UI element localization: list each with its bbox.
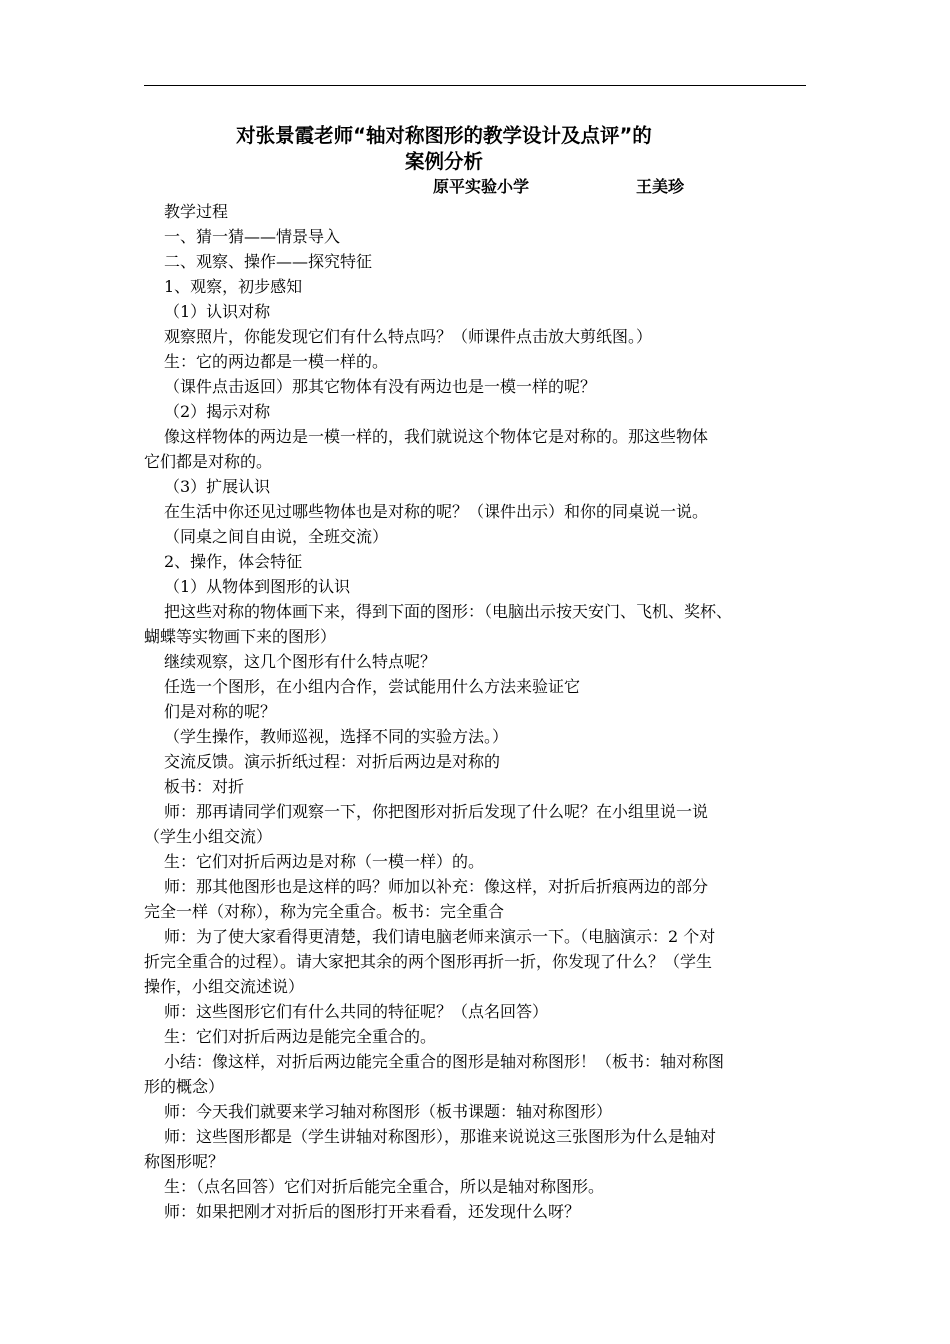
paragraph-text: 师：如果把刚才对折后的图形打开来看看，还发现什么呀？ xyxy=(164,1202,581,1221)
paragraph-text: 小结：像这样，对折后两边能完全重合的图形是轴对称图形！（板书：轴对称图 xyxy=(164,1052,725,1071)
paragraph-text: 像这样物体的两边是一模一样的，我们就说这个物体它是对称的。那这些物体 xyxy=(164,427,709,446)
school-name: 原平实验小学 xyxy=(433,177,530,196)
paragraph-text: 把这些对称的物体画下来，得到下面的图形：（电脑出示按天安门、飞机、奖杯、 xyxy=(164,602,733,621)
paragraph xyxy=(144,1174,808,1199)
paragraph xyxy=(144,724,808,749)
paragraph-text: 操作，小组交流述说） xyxy=(144,977,305,996)
paragraph xyxy=(144,524,808,549)
paragraph-text: 任选一个图形，在小组内合作，尝试能用什么方法来验证它 xyxy=(164,677,581,696)
paragraph xyxy=(144,674,808,699)
header-rule xyxy=(144,85,806,86)
paragraph xyxy=(144,549,808,574)
paragraph xyxy=(144,574,808,599)
paragraph xyxy=(144,1099,808,1124)
paragraph-text: 师：这些图形都是（学生讲轴对称图形），那谁来说说这三张图形为什么是轴对 xyxy=(164,1127,717,1146)
paragraph-text: 们是对称的呢？ xyxy=(164,702,277,721)
paragraph-text: （3）扩展认识 xyxy=(164,477,271,496)
paragraph-text: 它们都是对称的。 xyxy=(144,452,273,471)
document-title-line-1: 对张景霞老师“轴对称图形的教学设计及点评”的 xyxy=(236,124,652,147)
paragraph-text: 折完全重合的过程）。请大家把其余的两个图形再折一折，你发现了什么？（学生 xyxy=(144,952,713,971)
paragraph xyxy=(144,924,808,999)
paragraph-text: （同桌之间自由说，全班交流） xyxy=(164,527,389,546)
paragraph-text: 师：这些图形它们有什么共同的特征呢？（点名回答） xyxy=(164,1002,549,1021)
paragraph xyxy=(144,649,808,674)
paragraph-text: 生：它的两边都是一模一样的。 xyxy=(164,352,389,371)
paragraph-text: 形的概念） xyxy=(144,1077,225,1096)
paragraph-text: 师：那再请同学们观察一下，你把图形对折后发现了什么呢？在小组里说一说 xyxy=(164,802,709,821)
paragraph-text: 称图形呢？ xyxy=(144,1152,225,1171)
paragraph xyxy=(144,324,808,349)
paragraph xyxy=(144,999,808,1024)
paragraph xyxy=(144,349,808,374)
paragraph xyxy=(144,249,808,274)
paragraph xyxy=(144,599,808,649)
paragraph xyxy=(144,374,808,399)
paragraph xyxy=(144,224,808,249)
paragraph xyxy=(144,274,808,299)
paragraph xyxy=(144,1049,808,1099)
paragraph-text: 师：今天我们就要来学习轴对称图形（板书课题：轴对称图形） xyxy=(164,1102,613,1121)
paragraph-text: 2、操作，体会特征 xyxy=(164,552,303,571)
paragraph-text: 生：它们对折后两边是能完全重合的。 xyxy=(164,1027,437,1046)
document-title-line-2: 案例分析 xyxy=(404,150,483,173)
paragraph xyxy=(144,424,808,474)
paragraph-text: 板书：对折 xyxy=(164,777,245,796)
paragraph-text: 完全一样（对称），称为完全重合。板书：完全重合 xyxy=(144,902,505,921)
paragraph xyxy=(144,1024,808,1049)
paragraph-text: 一、猜一猜——情景导入 xyxy=(164,227,341,246)
paragraph xyxy=(144,874,808,924)
paragraph-text: 在生活中你还见过哪些物体也是对称的呢？（课件出示）和你的同桌说一说。 xyxy=(164,502,709,521)
paragraph xyxy=(144,499,808,524)
paragraph xyxy=(144,849,808,874)
paragraph-text: 二、观察、操作——探究特征 xyxy=(164,252,373,271)
paragraph xyxy=(144,774,808,799)
paragraph-text: （课件点击返回）那其它物体有没有两边也是一模一样的呢？ xyxy=(164,377,597,396)
paragraph xyxy=(144,399,808,424)
paragraph-text: （1）认识对称 xyxy=(164,302,271,321)
paragraph xyxy=(144,199,808,224)
paragraph-text: 教学过程 xyxy=(164,202,229,221)
author-name: 王美珍 xyxy=(636,177,685,196)
paragraph-text: 继续观察，这几个图形有什么特点呢？ xyxy=(164,652,437,671)
paragraph-text: （1）从物体到图形的认识 xyxy=(164,577,351,596)
paragraph-text: 生：（点名回答）它们对折后能完全重合，所以是轴对称图形。 xyxy=(164,1177,605,1196)
paragraph xyxy=(144,699,808,724)
paragraph-text: 生：它们对折后两边是对称（一模一样）的。 xyxy=(164,852,485,871)
paragraph-text: 1、观察，初步感知 xyxy=(164,277,303,296)
paragraph-text: 交流反馈。演示折纸过程：对折后两边是对称的 xyxy=(164,752,501,771)
document-body xyxy=(144,199,808,1224)
paragraph xyxy=(144,1199,808,1224)
paragraph-text: （2）揭示对称 xyxy=(164,402,271,421)
paragraph-text: （学生操作，教师巡视，选择不同的实验方法。） xyxy=(164,727,509,746)
paragraph xyxy=(144,299,808,324)
paragraph xyxy=(144,474,808,499)
paragraph-text: （学生小组交流） xyxy=(144,827,273,846)
paragraph xyxy=(144,799,808,849)
paragraph-text: 蝴蝶等实物画下来的图形） xyxy=(144,627,337,646)
paragraph xyxy=(144,749,808,774)
paragraph-text: 观察照片，你能发现它们有什么特点吗？（师课件点击放大剪纸图。） xyxy=(164,327,653,346)
paragraph xyxy=(144,1124,808,1174)
paragraph-text: 师：为了使大家看得更清楚，我们请电脑老师来演示一下。（电脑演示：2 个对 xyxy=(164,927,716,946)
paragraph-text: 师：那其他图形也是这样的吗？师加以补充：像这样，对折后折痕两边的部分 xyxy=(164,877,709,896)
